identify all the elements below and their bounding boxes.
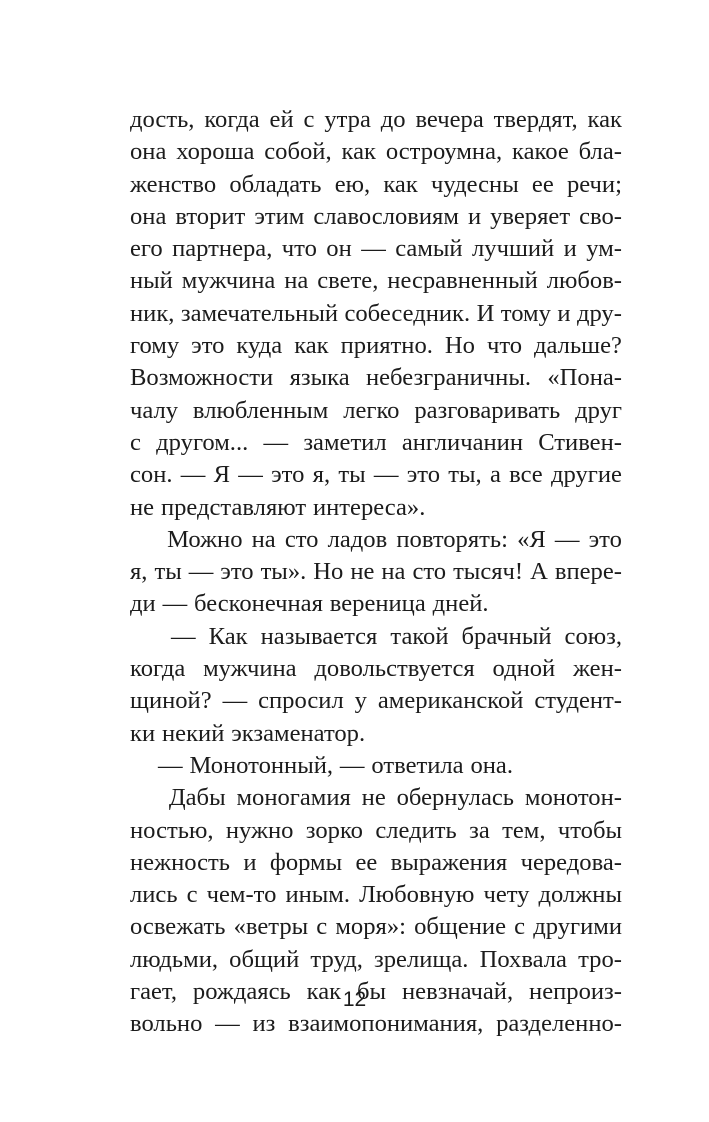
text-line xyxy=(130,459,622,491)
word: собеседник. xyxy=(344,299,471,327)
word: самый xyxy=(395,235,463,263)
word: такой xyxy=(390,622,449,650)
word: с xyxy=(130,428,141,456)
word: некий xyxy=(162,719,225,747)
paragraph-indent xyxy=(130,524,158,556)
text-line xyxy=(130,621,622,653)
word: партнера, xyxy=(172,235,273,263)
page-number: 12 xyxy=(342,988,367,1011)
text-line xyxy=(130,718,622,750)
word: хороша xyxy=(176,138,255,166)
word: жен- xyxy=(573,655,622,683)
word: впере- xyxy=(554,558,622,586)
word: я, xyxy=(312,461,331,489)
word: зрелища. xyxy=(374,945,469,973)
word: уверяет xyxy=(490,202,571,230)
word: ки xyxy=(130,719,156,747)
word: разделенно- xyxy=(496,1010,622,1038)
word: это xyxy=(191,332,225,360)
word: сон. xyxy=(130,461,173,489)
word: что xyxy=(486,332,523,360)
word: ник, xyxy=(130,299,175,327)
word: — xyxy=(188,558,214,586)
word: тро- xyxy=(578,945,622,973)
word: союз, xyxy=(564,622,622,650)
word: гает, xyxy=(130,978,177,1006)
text-line xyxy=(130,556,622,588)
word: влюбленным xyxy=(192,396,329,424)
word: это xyxy=(406,461,441,489)
word: бы xyxy=(357,978,387,1006)
word: бла- xyxy=(578,138,622,166)
word: Как xyxy=(208,622,248,650)
word: гому xyxy=(130,332,180,360)
text-line xyxy=(130,169,622,201)
word: А xyxy=(530,558,548,586)
text-line xyxy=(130,395,622,427)
word: это xyxy=(271,461,305,489)
word: собой, xyxy=(264,138,332,166)
word: монотон- xyxy=(524,784,622,812)
word: обернулась xyxy=(396,784,515,812)
word: моногамия xyxy=(236,784,351,812)
word: не xyxy=(130,493,155,521)
word: сво- xyxy=(579,202,622,230)
word: ты, xyxy=(448,461,482,489)
word: Дабы xyxy=(168,784,226,812)
word: какое xyxy=(512,138,569,166)
word: приятно. xyxy=(340,332,433,360)
word: как xyxy=(383,170,418,198)
word: экзаменатор. xyxy=(231,719,366,747)
word: «ветры xyxy=(233,913,309,941)
word: мужчина xyxy=(181,267,276,295)
word: ты xyxy=(154,558,182,586)
word: общение xyxy=(414,913,507,941)
word: должны xyxy=(538,881,622,909)
word: заметил xyxy=(303,428,387,456)
word: у xyxy=(354,687,367,715)
word: куда xyxy=(236,332,283,360)
text-line xyxy=(130,362,622,394)
word: нежность xyxy=(130,848,231,876)
word: общий xyxy=(229,945,300,973)
word: с xyxy=(514,913,526,941)
word: Похвала xyxy=(479,945,567,973)
word: замечательный xyxy=(180,299,339,327)
word: и xyxy=(467,202,482,230)
word: до xyxy=(380,106,406,133)
word: лучший xyxy=(472,235,555,263)
word: труд, xyxy=(310,945,363,973)
word: повторять: xyxy=(396,525,508,553)
word: все xyxy=(509,461,543,489)
paragraph-indent xyxy=(130,621,158,653)
word: Любовную xyxy=(359,881,475,909)
word: Я xyxy=(213,461,231,489)
word: представляют xyxy=(160,493,307,521)
word: «Я xyxy=(517,525,546,553)
word: это xyxy=(588,525,622,553)
word: несравненный xyxy=(387,267,538,295)
word: — xyxy=(238,461,263,489)
word: это xyxy=(220,558,254,586)
text-line xyxy=(130,330,622,362)
word: И xyxy=(476,299,495,327)
word: Стивен- xyxy=(538,428,622,456)
word: свете, xyxy=(317,267,379,295)
text-line xyxy=(130,427,622,459)
word: твердят, xyxy=(493,106,578,133)
word: ответила xyxy=(371,751,464,779)
word: он xyxy=(326,235,352,263)
word: а xyxy=(489,461,501,489)
word: людьми, xyxy=(130,945,218,973)
word: что xyxy=(281,235,317,263)
word: не xyxy=(361,784,386,812)
word: чтобы xyxy=(557,816,622,844)
word: Но xyxy=(313,558,344,586)
word: на xyxy=(251,525,276,553)
word: Монотонный, xyxy=(189,751,334,779)
word: нужно xyxy=(225,816,294,844)
word: студент- xyxy=(534,687,622,715)
word: брачный xyxy=(461,622,552,650)
word: разговаривать xyxy=(414,396,561,424)
text-line xyxy=(130,879,622,911)
word: ею, xyxy=(334,170,371,198)
word: мужчина xyxy=(203,655,297,683)
word: сто xyxy=(284,525,319,553)
word: ладов xyxy=(327,525,388,553)
word: — xyxy=(222,687,248,715)
word: ный xyxy=(130,267,173,295)
word: с xyxy=(303,106,315,133)
paragraph-indent xyxy=(130,782,158,814)
text-line xyxy=(130,944,622,976)
word: англичанин xyxy=(401,428,523,456)
word: чалу xyxy=(130,396,179,424)
word: ум- xyxy=(586,235,622,263)
word: — xyxy=(215,1010,240,1038)
word: когда xyxy=(204,106,260,133)
word: на xyxy=(284,267,309,295)
word: дру- xyxy=(576,299,622,327)
word: непроиз- xyxy=(529,978,622,1006)
word: вереница xyxy=(329,590,426,618)
word: как xyxy=(587,106,622,133)
word: ностью, xyxy=(130,816,214,844)
word: другом... xyxy=(156,428,249,456)
word: дальше? xyxy=(534,332,622,360)
word: бесконечная xyxy=(194,590,323,618)
word: ты». xyxy=(260,558,307,586)
word: «Пона- xyxy=(547,364,622,392)
word: не xyxy=(350,558,375,586)
text-line xyxy=(130,265,622,297)
word: другие xyxy=(550,461,622,489)
word: и xyxy=(557,299,571,327)
word: с xyxy=(186,881,198,909)
word: формы xyxy=(269,848,343,876)
word: лись xyxy=(130,881,178,909)
word: и xyxy=(563,235,577,263)
text-line xyxy=(130,233,622,265)
word: обладать xyxy=(229,170,322,198)
book-page-body xyxy=(130,104,622,1041)
text-line xyxy=(130,298,622,330)
paragraph-indent xyxy=(130,750,158,782)
word: — xyxy=(180,461,206,489)
text-line xyxy=(130,104,622,136)
word: из xyxy=(252,1010,276,1038)
word: как xyxy=(306,978,342,1006)
word: небезграничны. xyxy=(365,364,532,392)
word: его xyxy=(130,235,163,263)
word: вторит xyxy=(175,202,246,230)
word: дость, xyxy=(130,106,195,133)
word: иным. xyxy=(285,881,351,909)
word: она. xyxy=(470,751,513,779)
word: американской xyxy=(377,687,524,715)
word: когда xyxy=(130,655,186,683)
word: — xyxy=(171,622,196,650)
word: вольно xyxy=(130,1010,203,1038)
word: — xyxy=(263,428,289,456)
word: и xyxy=(243,848,257,876)
word: остроумна, xyxy=(385,138,503,166)
word: другими xyxy=(533,913,622,941)
word: с xyxy=(316,913,328,941)
text-line xyxy=(130,847,622,879)
word: чередова- xyxy=(520,848,622,876)
word: за xyxy=(469,816,490,844)
word: выражения xyxy=(390,848,508,876)
text-line xyxy=(130,911,622,943)
word: утра xyxy=(324,106,371,133)
word: ты xyxy=(338,461,366,489)
text-line xyxy=(130,1008,622,1040)
text-line xyxy=(130,815,622,847)
word: — xyxy=(339,751,365,779)
text-line xyxy=(130,782,622,814)
word: ее xyxy=(355,848,378,876)
word: рождаясь xyxy=(192,978,291,1006)
word: я, xyxy=(130,558,148,586)
word: этим xyxy=(254,202,305,230)
word: языка xyxy=(289,364,350,392)
text-line xyxy=(130,750,622,782)
word: моря»: xyxy=(335,913,406,941)
word: сто xyxy=(412,558,447,586)
word: спросил xyxy=(258,687,344,715)
word: друг xyxy=(575,396,622,424)
word: ди xyxy=(130,590,156,618)
text-line xyxy=(130,524,622,556)
word: как xyxy=(341,138,376,166)
text-line xyxy=(130,492,622,524)
word: — xyxy=(162,590,188,618)
word: Возможности xyxy=(130,364,274,392)
word: тому xyxy=(500,299,551,327)
word: дней. xyxy=(432,590,489,618)
word: — xyxy=(373,461,399,489)
word: освежать xyxy=(130,913,226,941)
word: чудесны xyxy=(430,170,519,198)
word: вечера xyxy=(415,106,484,133)
word: называется xyxy=(260,622,378,650)
text-line xyxy=(130,685,622,717)
text-line xyxy=(130,136,622,168)
word: взаимопонимания, xyxy=(288,1010,484,1038)
word: тем, xyxy=(502,816,546,844)
word: славословиям xyxy=(313,202,459,230)
word: чету xyxy=(483,881,530,909)
word: щиной? xyxy=(130,687,212,715)
word: речи; xyxy=(566,170,622,198)
word: она xyxy=(130,202,167,230)
word: интереса». xyxy=(312,493,426,521)
word: следить xyxy=(375,816,457,844)
word: любов- xyxy=(546,267,622,295)
word: женство xyxy=(130,170,217,198)
word: — xyxy=(361,235,386,263)
text-line xyxy=(130,653,622,685)
word: тысяч! xyxy=(453,558,524,586)
text-line xyxy=(130,201,622,233)
word: — xyxy=(158,751,183,779)
word: как xyxy=(294,332,329,360)
word: Но xyxy=(444,332,475,360)
word: зорко xyxy=(305,816,363,844)
word: — xyxy=(554,525,580,553)
word: чем-то xyxy=(206,881,277,909)
word: легко xyxy=(343,396,400,424)
word: невзначай, xyxy=(402,978,514,1006)
word: ее xyxy=(531,170,554,198)
text-line xyxy=(130,588,622,620)
word: Можно xyxy=(167,525,243,553)
word: одной xyxy=(492,655,556,683)
word: довольствуется xyxy=(314,655,475,683)
word: она xyxy=(130,138,167,166)
word: на xyxy=(381,558,406,586)
word: ей xyxy=(269,106,294,133)
